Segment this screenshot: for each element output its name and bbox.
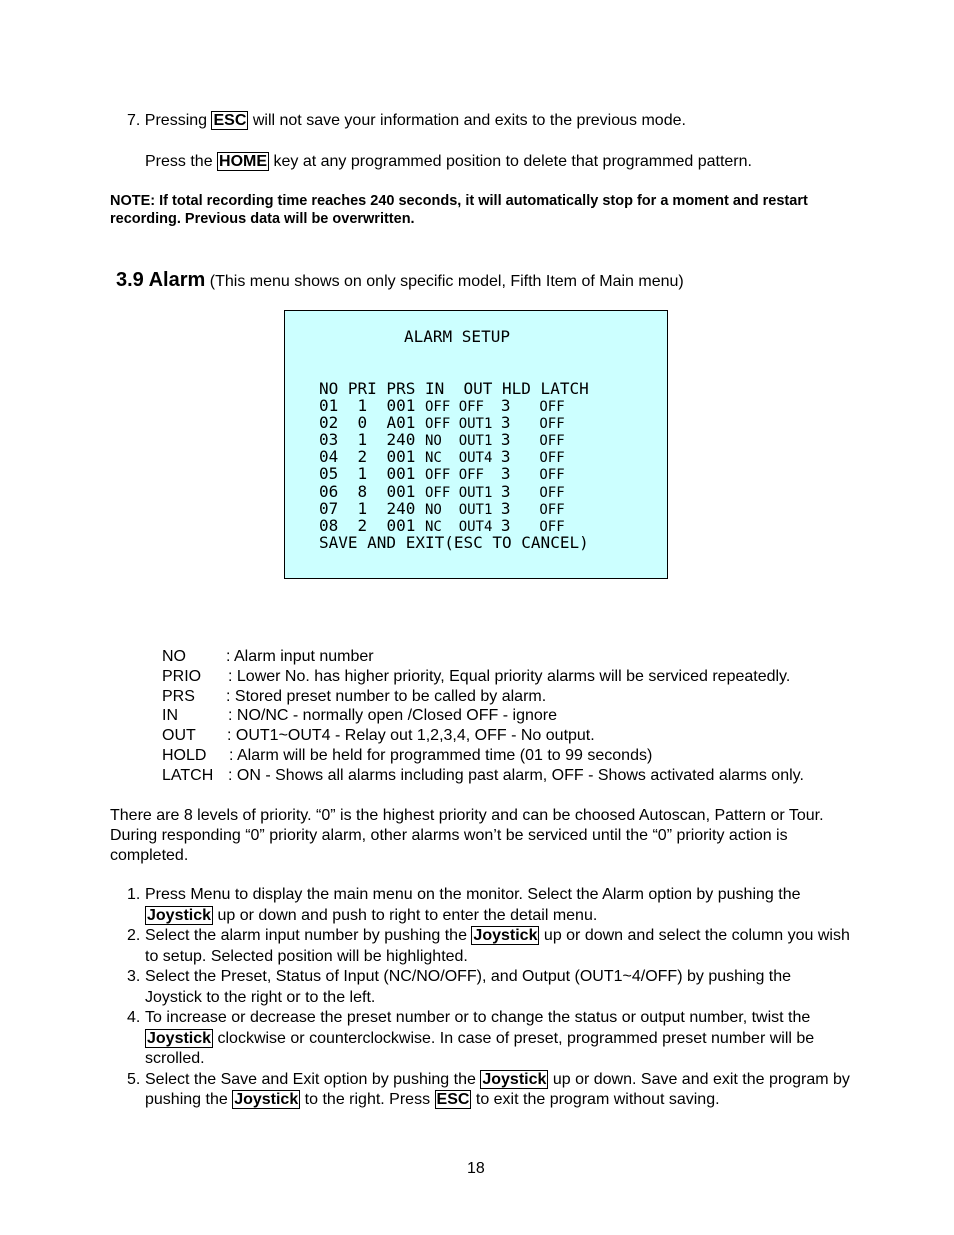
alarm-cell-prs: 001 xyxy=(386,396,425,415)
alarm-cell-prs: A01 xyxy=(386,413,425,433)
definition-term: OUT xyxy=(162,727,196,745)
home-key-line: Press the HOME key at any programmed position to delete that programmed pattern. xyxy=(145,153,752,170)
section-heading xyxy=(116,269,684,292)
recording-note: NOTE: If total recording time reaches 240 seconds, it will automatically stop for a moment and restart recording. Previous data will be overwritten. xyxy=(110,193,808,227)
alarm-cell-out: OUT4 xyxy=(458,450,501,467)
alarm-cell-latch: OFF xyxy=(539,467,565,484)
definition-term: PRS xyxy=(162,687,195,705)
alarm-cell-out: OUT1 xyxy=(458,416,501,433)
esc-key-label: ESC xyxy=(436,1091,470,1108)
alarm-cell-hld: 3 xyxy=(500,447,540,467)
alarm-cell-latch: OFF xyxy=(539,501,565,518)
definition-text: : Stored preset number to be called by alarm. xyxy=(226,687,547,705)
alarm-cell-no: 02 xyxy=(319,413,358,433)
alarm-cell-hld: 3 xyxy=(500,498,540,518)
alarm-cell-hld: 3 xyxy=(500,464,540,484)
definition-text: : OUT1~OUT4 - Relay out 1,2,3,4, OFF - No output. xyxy=(227,727,595,745)
joystick-key-label: Joystick xyxy=(473,927,538,944)
alarm-cell-in: NO xyxy=(424,433,459,450)
list-item: 5. Select the Save and Exit option by pushing the Joystick up or down. Save and exit the program by pushing the Joystick to the right. Press ESC to exit the program without saving. xyxy=(127,1070,850,1108)
alarm-cell-latch: OFF xyxy=(539,399,565,415)
alarm-cell-prs: 001 xyxy=(386,515,425,535)
alarm-cell-pri: 2 xyxy=(357,515,387,535)
alarm-cell-no: 07 xyxy=(319,498,358,518)
alarm-cell-no: 01 xyxy=(319,396,358,415)
page-number: 18 xyxy=(467,1160,485,1177)
section-title: 3.9 Alarm xyxy=(116,269,206,291)
alarm-cell-out: OFF xyxy=(458,399,501,415)
section-subtitle: (This menu shows on only specific model, Fifth Item of Main menu) xyxy=(205,273,684,290)
alarm-cell-prs: 001 xyxy=(386,447,425,467)
definition-text: : Alarm input number xyxy=(226,648,374,665)
joystick-key-label: Joystick xyxy=(234,1091,299,1108)
list-item: 3. Select the Preset, Status of Input (NC/NO/OFF), and Output (OUT1~4/OFF) by pushing the Joystick to the right or to the left. xyxy=(127,968,792,1006)
alarm-cell-latch: OFF xyxy=(539,433,565,450)
alarm-cell-hld: 3 xyxy=(500,430,540,450)
alarm-cell-no: 06 xyxy=(319,481,358,501)
alarm-cell-hld: 3 xyxy=(500,481,540,501)
definition-term: LATCH xyxy=(162,766,214,784)
screen-footer: SAVE AND EXIT(ESC TO CANCEL) xyxy=(319,533,589,552)
alarm-cell-prs: 001 xyxy=(386,481,425,501)
definition-term: NO xyxy=(162,648,186,665)
alarm-cell-out: OUT1 xyxy=(458,501,501,518)
alarm-cell-prs: 240 xyxy=(386,430,425,450)
alarm-setup-screen xyxy=(284,310,668,579)
alarm-cell-prs: 001 xyxy=(386,464,425,484)
alarm-cell-pri: 1 xyxy=(357,430,387,450)
definition-term: HOLD xyxy=(162,747,207,764)
screen-title: ALARM SETUP xyxy=(404,327,510,346)
alarm-cell-in: NC xyxy=(424,450,459,467)
priority-paragraph: There are 8 levels of priority. “0” is the highest priority and can be choosed Autoscan, Pattern or Tour. During responding “0” priority alarm, other alarms won’t be serviced until the “0” priority action is completed. xyxy=(110,807,824,864)
alarm-cell-out: OUT1 xyxy=(458,484,501,501)
alarm-cell-pri: 1 xyxy=(357,498,387,518)
esc-key-label: ESC xyxy=(213,112,247,129)
alarm-cell-prs: 240 xyxy=(386,498,425,518)
alarm-cell-no: 05 xyxy=(319,464,358,484)
alarm-cell-out: OFF xyxy=(458,467,501,484)
home-key-label: HOME xyxy=(219,153,268,170)
alarm-cell-latch: OFF xyxy=(539,484,565,501)
list-item: 1. Press Menu to display the main menu on the monitor. Select the Alarm option by pushing the Joystick up or down and push to right to enter the detail menu. xyxy=(127,886,801,924)
definition-term: PRIO xyxy=(162,667,202,685)
joystick-key-label: Joystick xyxy=(147,906,212,924)
steps-list xyxy=(127,885,852,1111)
alarm-cell-latch: OFF xyxy=(539,416,565,433)
alarm-cell-pri: 1 xyxy=(357,396,387,415)
alarm-cell-pri: 1 xyxy=(357,464,387,484)
list-item: 4. To increase or decrease the preset number or to change the status or output number, twist the Joystick clockwise or counterclockwise. In case of preset, programmed preset number will be scrolled. xyxy=(127,1009,815,1067)
alarm-cell-in: NO xyxy=(424,501,459,518)
alarm-cell-hld: 3 xyxy=(500,413,540,433)
alarm-cell-out: OUT4 xyxy=(458,518,501,535)
definition-text: : NO/NC - normally open /Closed OFF - ignore xyxy=(228,707,557,725)
alarm-cell-in: OFF xyxy=(424,399,459,415)
step-7-line: 7. Pressing ESC will not save your information and exits to the previous mode. xyxy=(127,112,686,129)
alarm-cell-in: NC xyxy=(424,518,459,535)
alarm-cell-hld: 3 xyxy=(500,396,540,415)
alarm-cell-in: OFF xyxy=(424,467,459,484)
screen-header-row: NO PRI PRS IN OUT HLD LATCH xyxy=(319,379,589,398)
list-item: 2. Select the alarm input number by pushing the Joystick up or down and select the column you wish to setup. Selected position will be highlighted. xyxy=(127,927,850,965)
alarm-cell-no: 04 xyxy=(319,447,358,467)
alarm-cell-latch: OFF xyxy=(539,450,565,467)
alarm-cell-pri: 2 xyxy=(357,447,387,467)
alarm-cell-pri: 0 xyxy=(357,413,387,433)
alarm-cell-hld: 3 xyxy=(500,515,540,535)
definition-text: : Lower No. has higher priority, Equal priority alarms will be serviced repeatedly. xyxy=(228,667,791,685)
definition-text: : ON - Shows all alarms including past alarm, OFF - Shows activated alarms only. xyxy=(228,766,804,784)
definition-term: IN xyxy=(162,707,178,725)
alarm-cell-no: 03 xyxy=(319,430,358,450)
alarm-cell-in: OFF xyxy=(424,484,459,501)
alarm-cell-latch: OFF xyxy=(539,518,565,535)
alarm-cell-pri: 8 xyxy=(357,481,387,501)
joystick-key-label: Joystick xyxy=(147,1029,212,1047)
alarm-cell-out: OUT1 xyxy=(458,433,501,450)
alarm-cell-in: OFF xyxy=(424,416,459,433)
joystick-key-label: Joystick xyxy=(482,1070,547,1088)
definition-text: : Alarm will be held for programmed time (01 to 99 seconds) xyxy=(229,747,653,764)
alarm-cell-no: 08 xyxy=(319,515,358,535)
